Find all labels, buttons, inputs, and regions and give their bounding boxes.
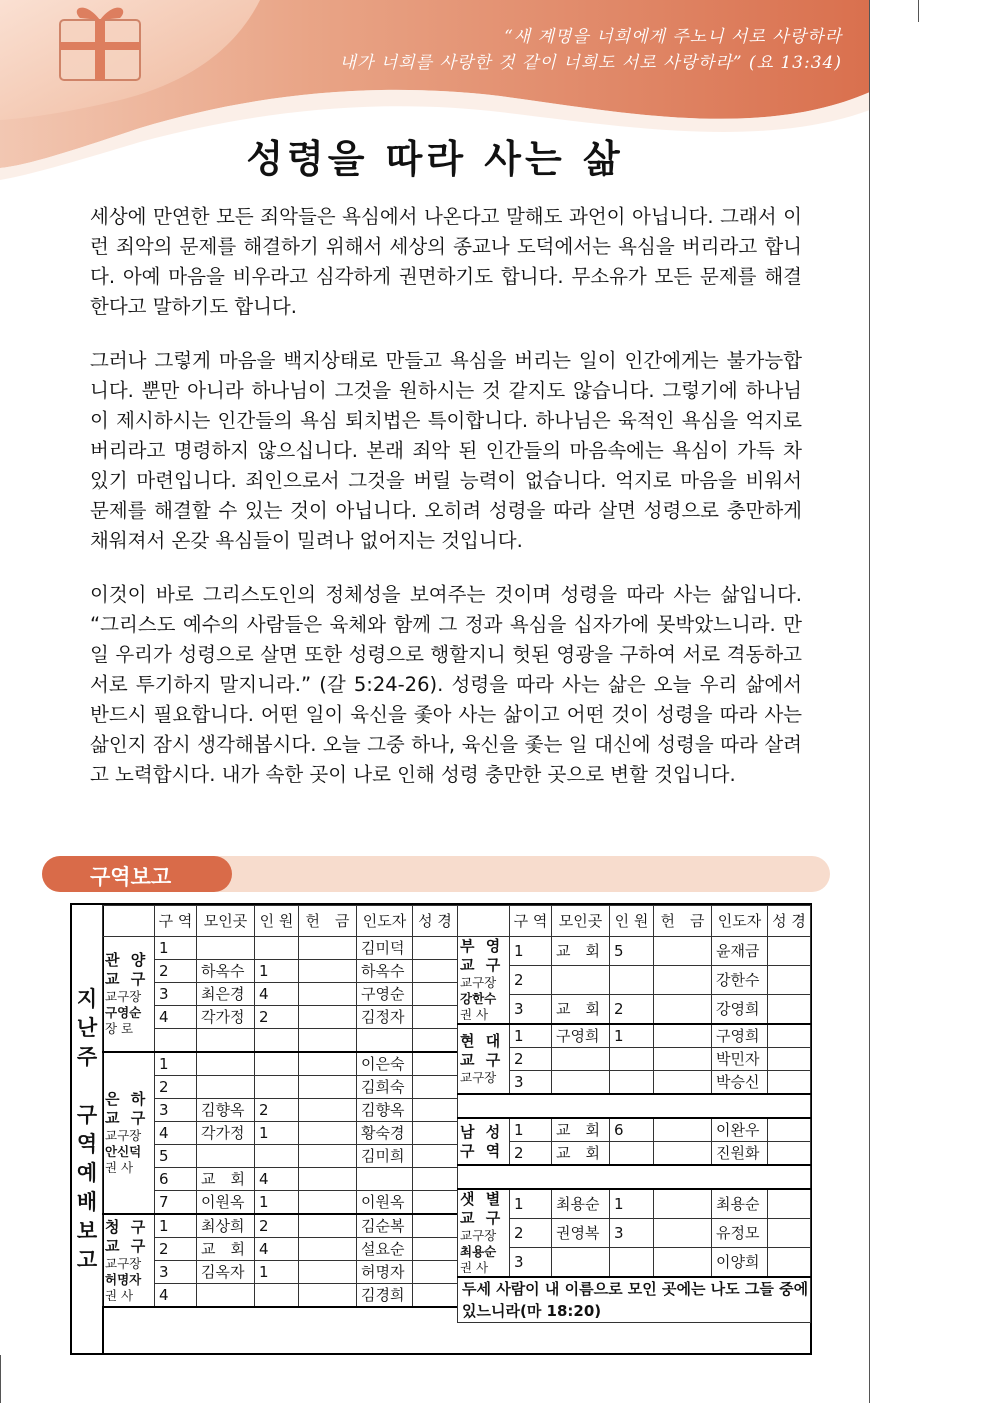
table-row <box>103 1168 458 1191</box>
table-cell <box>255 1029 299 1053</box>
table-cell <box>654 1024 712 1048</box>
header-cell: 인 원 <box>610 906 654 937</box>
table-cell <box>654 1189 712 1219</box>
table-cell <box>299 983 357 1006</box>
table-cell: 1 <box>255 1261 299 1284</box>
header-row <box>103 906 458 937</box>
table-cell: 2 <box>510 965 552 994</box>
table-cell: 구영희 <box>712 1024 768 1048</box>
table-cell: 최용순 <box>552 1189 610 1219</box>
side-label-char: 배 <box>76 1190 98 1214</box>
group-name: 교 구 <box>460 1051 504 1069</box>
header-cell: 모인곳 <box>552 906 610 937</box>
group-name: 교 구 <box>105 1236 149 1255</box>
table-cell: 설요순 <box>357 1238 413 1261</box>
table-cell: 권영복 <box>552 1219 610 1248</box>
table-cell: 김옥자 <box>197 1261 255 1284</box>
table-cell <box>610 1048 654 1071</box>
table-row <box>103 1261 458 1284</box>
group-name: 교 구 <box>460 956 504 974</box>
table-cell <box>552 965 610 994</box>
table-cell: 3 <box>155 1261 197 1284</box>
table-cell <box>299 1214 357 1238</box>
table-cell: 김희숙 <box>357 1076 413 1099</box>
group-cell <box>458 1024 510 1094</box>
side-label-char: 예 <box>76 1161 98 1185</box>
table-cell <box>768 1247 811 1277</box>
group-name: 교 구 <box>105 1109 149 1127</box>
table-cell <box>197 1145 255 1168</box>
table-cell <box>255 1284 299 1308</box>
table-cell: 김미희 <box>357 1145 413 1168</box>
table-cell <box>255 937 299 960</box>
table-row <box>103 1076 458 1099</box>
page-border-left <box>0 1355 1 1403</box>
table-cell: 2 <box>610 994 654 1024</box>
header-cell: 구 역 <box>510 906 552 937</box>
table-cell: 1 <box>155 937 197 960</box>
side-label-char: 주 <box>76 1045 98 1069</box>
table-cell: 1 <box>155 1052 197 1076</box>
paragraph: 그러나 그렇게 마음을 백지상태로 만들고 욕심을 버리는 일이 인간에게는 불가능합니다. 뿐만 아니라 하나님이 그것을 원하시는 것 같지도 않습니다. 그렇기에 하나님이 제시하시는 인간들의 욕심 퇴치법은 특이합니다. 하나님은 육적인 욕심을 억지로 버리라고 명령하지 않으십니다. 본래 죄악 된 인간들의 마음속에는 욕심이 가득 차 있기 마련입니다. 죄인으로서 그것을 버릴 능력이 없습니다. 억지로 마음을 비워서 문제를 해결할 수 있는 것이 아닙니다. 오히려 성령을 따라 살면 성령으로 충만하게 채워져서 온갖 욕심들이 밀려나 없어지는 것입니다. <box>90 349 802 552</box>
table-cell <box>299 960 357 983</box>
group-role: 교구장 <box>105 1128 142 1143</box>
table-cell: 교 회 <box>552 1142 610 1166</box>
table-cell <box>654 1247 712 1277</box>
table-cell: 교 회 <box>197 1238 255 1261</box>
group-leader: 최용순 <box>460 1244 497 1259</box>
table-cell: 이원옥 <box>357 1191 413 1215</box>
table-cell <box>768 1219 811 1248</box>
table-cell: 5 <box>610 937 654 966</box>
table-row <box>103 1284 458 1308</box>
group-role: 교구장 <box>105 989 142 1004</box>
table-cell: 2 <box>510 1048 552 1071</box>
table-cell: 1 <box>255 1191 299 1215</box>
table-cell <box>413 1284 458 1308</box>
side-label-char: 보 <box>76 1219 98 1243</box>
table-row <box>458 994 811 1024</box>
table-cell: 5 <box>155 1145 197 1168</box>
table-cell: 2 <box>510 1219 552 1248</box>
group-cell <box>103 1214 155 1307</box>
table-cell: 유정모 <box>712 1219 768 1248</box>
paragraph: 세상에 만연한 모든 죄악들은 욕심에서 나온다고 말해도 과언이 아닙니다. 그래서 이런 죄악의 문제를 해결하기 위해서 세상의 종교나 도덕에서는 욕심을 버리라고 합니다. 아예 마음을 비우라고 심각하게 권면하기도 합니다. 무소유가 모든 문제를 해결한다고 말하기도 합니다. <box>90 205 802 318</box>
table-cell: 각가정 <box>197 1006 255 1029</box>
table-cell: 최상희 <box>197 1214 255 1238</box>
table-cell: 2 <box>255 1214 299 1238</box>
group-title: 권 사 <box>105 1287 134 1303</box>
table-cell <box>768 1071 811 1095</box>
table-cell: 2 <box>255 1099 299 1122</box>
group-role: 교구장 <box>460 1228 497 1243</box>
group-name: 구 역 <box>460 1141 504 1160</box>
footer-note: 두세 사람이 내 이름으로 모인 곳에는 나도 그들 중에 있느니라(마 18:20) <box>458 1277 811 1323</box>
side-label-char: 구 <box>76 1103 98 1127</box>
group-name: 샛 별 <box>460 1190 504 1208</box>
table-cell: 6 <box>155 1168 197 1191</box>
table-cell: 2 <box>155 1076 197 1099</box>
table-row <box>103 1052 458 1076</box>
table-row <box>458 1118 811 1142</box>
table-row <box>103 983 458 1006</box>
table-cell: 구영순 <box>357 983 413 1006</box>
table-cell: 황숙경 <box>357 1122 413 1145</box>
header-cell: 헌 금 <box>299 906 357 937</box>
group-cell <box>458 1118 510 1165</box>
table-row <box>103 937 458 960</box>
table-cell <box>413 1191 458 1215</box>
group-name: 청 구 <box>105 1217 149 1236</box>
table-cell: 2 <box>155 1238 197 1261</box>
table-cell: 2 <box>155 960 197 983</box>
left-report-table <box>102 905 458 1308</box>
table-row <box>103 1191 458 1215</box>
header-cell: 성 경 <box>413 906 458 937</box>
table-row <box>103 1214 458 1238</box>
section-label: 구역보고 <box>90 865 172 889</box>
table-row <box>103 960 458 983</box>
table-row <box>458 1142 811 1166</box>
table-cell: 이은숙 <box>357 1052 413 1076</box>
table-cell <box>299 1052 357 1076</box>
section-header <box>42 856 830 892</box>
table-cell: 1 <box>255 1122 299 1145</box>
table-cell <box>413 960 458 983</box>
table-cell <box>299 1076 357 1099</box>
group-name: 남 성 <box>460 1122 504 1141</box>
table-cell <box>413 1145 458 1168</box>
header-cell: 구 역 <box>155 906 197 937</box>
header-cell: 헌 금 <box>654 906 712 937</box>
table-cell: 김향옥 <box>357 1099 413 1122</box>
table-cell: 2 <box>510 1142 552 1166</box>
table-row <box>103 1238 458 1261</box>
table-cell <box>552 1048 610 1071</box>
table-cell <box>197 1284 255 1308</box>
table-cell <box>413 1214 458 1238</box>
table-cell <box>413 1168 458 1191</box>
table-cell <box>357 1168 413 1191</box>
group-name: 은 하 <box>105 1090 149 1108</box>
table-row <box>458 1219 811 1248</box>
table-cell <box>413 1238 458 1261</box>
table-row <box>103 1006 458 1029</box>
table-cell: 1 <box>510 1189 552 1219</box>
side-label-char: 난 <box>76 1016 98 1040</box>
table-cell <box>610 1142 654 1166</box>
table-cell: 1 <box>255 960 299 983</box>
table-cell: 각가정 <box>197 1122 255 1145</box>
group-role: 교구장 <box>460 1070 497 1085</box>
table-cell: 허명자 <box>357 1261 413 1284</box>
table-cell <box>197 1052 255 1076</box>
side-label-char: 역 <box>76 1132 98 1156</box>
table-cell <box>299 1284 357 1308</box>
table-cell <box>413 1099 458 1122</box>
table-row <box>103 1145 458 1168</box>
header-cell: 모인곳 <box>197 906 255 937</box>
table-cell: 4 <box>155 1006 197 1029</box>
table-cell: 4 <box>255 1238 299 1261</box>
group-leader: 강한수 <box>460 991 497 1006</box>
table-cell: 김향옥 <box>197 1099 255 1122</box>
table-cell <box>654 1071 712 1095</box>
table-cell <box>413 1261 458 1284</box>
group-cell <box>103 937 155 1053</box>
table-cell: 3 <box>155 983 197 1006</box>
table-cell <box>768 965 811 994</box>
table-cell: 박민자 <box>712 1048 768 1071</box>
table-cell: 4 <box>255 983 299 1006</box>
table-row <box>458 937 811 966</box>
table-cell <box>413 983 458 1006</box>
table-cell: 2 <box>255 1006 299 1029</box>
group-cell <box>103 1052 155 1214</box>
table-cell <box>654 1142 712 1166</box>
table-cell <box>413 1076 458 1099</box>
table-cell <box>413 1006 458 1029</box>
table-row <box>103 1099 458 1122</box>
group-cell <box>458 1189 510 1277</box>
group-leader: 안신덕 <box>105 1144 142 1159</box>
group-role: 교구장 <box>460 975 497 990</box>
table-cell: 이완우 <box>712 1118 768 1142</box>
report-table <box>70 903 812 1355</box>
table-cell <box>413 1122 458 1145</box>
table-cell <box>299 1238 357 1261</box>
table-cell <box>155 1029 197 1053</box>
table-cell <box>255 1145 299 1168</box>
table-row <box>458 1048 811 1071</box>
table-cell <box>654 1048 712 1071</box>
table-cell: 7 <box>155 1191 197 1215</box>
group-cell <box>458 937 510 1025</box>
header-cell-blank <box>458 906 510 937</box>
table-cell: 김정자 <box>357 1006 413 1029</box>
table-cell: 하옥수 <box>357 960 413 983</box>
table-row <box>103 1122 458 1145</box>
table-cell: 구영희 <box>552 1024 610 1048</box>
table-cell: 강영희 <box>712 994 768 1024</box>
table-cell <box>768 1024 811 1048</box>
group-name: 관 양 <box>105 951 149 969</box>
table-cell: 1 <box>510 937 552 966</box>
spacer-row <box>458 1165 811 1189</box>
table-cell <box>413 1029 458 1053</box>
table-cell <box>610 1071 654 1095</box>
verse-line-1: “새 계명을 너희에게 주노니 서로 사랑하라 <box>504 27 842 47</box>
table-cell: 교 회 <box>552 937 610 966</box>
side-label-char: 고 <box>76 1248 98 1272</box>
page-border-right <box>869 0 870 1403</box>
table-cell: 1 <box>610 1189 654 1219</box>
table-cell <box>299 1029 357 1053</box>
table-cell: 하옥수 <box>197 960 255 983</box>
header-row <box>458 906 811 937</box>
header-cell: 인도자 <box>357 906 413 937</box>
spacer-row <box>458 1094 811 1118</box>
table-cell <box>654 1118 712 1142</box>
table-cell <box>768 1048 811 1071</box>
table-cell <box>197 1029 255 1053</box>
side-label <box>72 905 104 1353</box>
table-cell: 3 <box>510 1071 552 1095</box>
table-cell: 교 회 <box>552 1118 610 1142</box>
table-cell: 1 <box>510 1024 552 1048</box>
table-cell: 김순복 <box>357 1214 413 1238</box>
header-cell: 인도자 <box>712 906 768 937</box>
spacer-cell <box>458 1094 811 1118</box>
table-cell <box>255 1076 299 1099</box>
table-cell: 김경희 <box>357 1284 413 1308</box>
header-cell-blank <box>103 906 155 937</box>
table-cell: 3 <box>510 994 552 1024</box>
table-row <box>458 965 811 994</box>
table-cell <box>299 1006 357 1029</box>
header-cell: 성 경 <box>768 906 811 937</box>
table-cell: 박승신 <box>712 1071 768 1095</box>
footer-row <box>458 1277 811 1323</box>
table-cell: 이원옥 <box>197 1191 255 1215</box>
table-row <box>458 1189 811 1219</box>
page-title: 성령을 따라 사는 삶 <box>246 137 624 181</box>
table-cell: 이양희 <box>712 1247 768 1277</box>
group-name: 교 구 <box>460 1209 504 1227</box>
table-row <box>458 1071 811 1095</box>
table-cell: 3 <box>510 1247 552 1277</box>
table-row <box>458 1247 811 1277</box>
table-cell: 윤재금 <box>712 937 768 966</box>
group-name: 부 영 <box>460 937 504 955</box>
side-label-char <box>72 1072 102 1101</box>
article-body <box>90 202 802 814</box>
table-cell: 최은경 <box>197 983 255 1006</box>
group-role: 교구장 <box>105 1255 142 1271</box>
table-cell: 최용순 <box>712 1189 768 1219</box>
table-cell <box>299 1191 357 1215</box>
table-cell: 진원화 <box>712 1142 768 1166</box>
table-cell <box>654 965 712 994</box>
table-cell <box>654 1219 712 1248</box>
table-cell: 강한수 <box>712 965 768 994</box>
spacer-cell <box>458 1165 811 1189</box>
table-cell: 교 회 <box>197 1168 255 1191</box>
table-cell <box>197 937 255 960</box>
table-cell <box>768 1142 811 1166</box>
table-cell: 1 <box>155 1214 197 1238</box>
table-cell <box>552 1247 610 1277</box>
table-cell: 4 <box>155 1284 197 1308</box>
table-cell <box>299 1261 357 1284</box>
header-cell: 인 원 <box>255 906 299 937</box>
table-cell <box>552 1071 610 1095</box>
table-cell <box>768 1189 811 1219</box>
table-cell <box>768 994 811 1024</box>
table-cell <box>413 937 458 960</box>
table-cell <box>413 1052 458 1076</box>
table-cell: 6 <box>610 1118 654 1142</box>
table-row <box>103 1029 458 1053</box>
verse-line-2: 내가 너희를 사랑한 것 같이 너희도 서로 사랑하라” (요 13:34) <box>339 53 842 73</box>
table-cell: 1 <box>610 1024 654 1048</box>
group-title: 권 사 <box>460 1260 489 1275</box>
paragraph: 이것이 바로 그리스도인의 정체성을 보여주는 것이며 성령을 따라 사는 삶입니다. “그리스도 예수의 사람들은 육체와 함께 그 정과 욕심을 십자가에 못박았느니라. 만일 우리가 성령으로 살면 또한 성령으로 행할지니 헛된 영광을 구하여 서로 격동하고 서로 투기하지 말지니라.” (갈 5:24-26). 성령을 따라 사는 삶은 오늘 우리 삶에서 반드시 필요합니다. 어떤 일이 육신을 좇아 사는 삶이고 어떤 것이 성령을 따라 사는 삶인지 잠시 생각해봅시다. 오늘 그중 하나, 육신을 좇는 일 대신에 성령을 따라 살려고 노력합시다. 내가 속한 곳이 나로 인해 성령 충만한 곳으로 변할 것입니다. <box>90 583 802 786</box>
side-label-char: 지 <box>76 987 98 1011</box>
table-cell: 3 <box>610 1219 654 1248</box>
group-name: 교 구 <box>105 970 149 988</box>
table-cell: 1 <box>510 1118 552 1142</box>
table-cell: 4 <box>255 1168 299 1191</box>
table-cell <box>299 1168 357 1191</box>
page-border-mark <box>918 0 919 22</box>
table-cell <box>768 937 811 966</box>
table-cell: 김미덕 <box>357 937 413 960</box>
table-cell <box>357 1029 413 1053</box>
table-cell <box>299 937 357 960</box>
table-cell <box>654 994 712 1024</box>
table-row <box>458 1024 811 1048</box>
table-cell: 4 <box>155 1122 197 1145</box>
table-cell <box>299 1099 357 1122</box>
group-leader: 허명자 <box>105 1271 142 1287</box>
group-title: 권 사 <box>460 1007 489 1022</box>
group-title: 권 사 <box>105 1160 134 1175</box>
right-report-table <box>457 905 811 1323</box>
table-cell <box>768 1118 811 1142</box>
table-cell <box>197 1076 255 1099</box>
group-leader: 구영순 <box>105 1005 142 1020</box>
table-cell <box>610 1247 654 1277</box>
group-name: 현 대 <box>460 1032 504 1050</box>
table-cell <box>610 965 654 994</box>
table-cell: 교 회 <box>552 994 610 1024</box>
group-title: 장 로 <box>105 1021 134 1036</box>
table-cell: 3 <box>155 1099 197 1122</box>
table-cell <box>255 1052 299 1076</box>
table-cell <box>299 1145 357 1168</box>
table-cell <box>654 937 712 966</box>
table-cell <box>299 1122 357 1145</box>
